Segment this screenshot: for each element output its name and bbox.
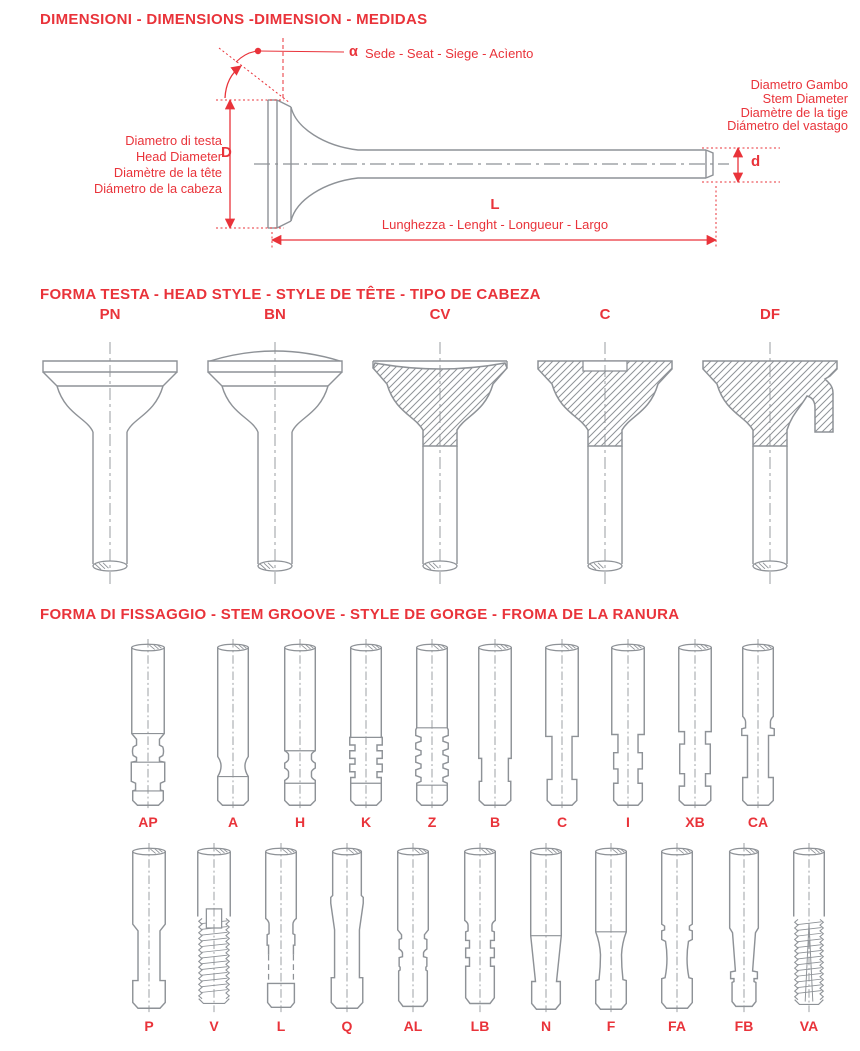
stem-groove-figure-LB: [448, 842, 512, 1034]
head-diameter-line-fr: Diamètre de la tête: [113, 165, 222, 180]
head-style-section-title: FORMA TESTA - HEAD STYLE - STYLE DE TÊTE - TIPO DE CABEZA: [40, 286, 541, 303]
stem-groove-label: B: [489, 814, 501, 830]
stem-groove-label: N: [540, 1018, 552, 1034]
head-diameter-symbol: D: [221, 144, 232, 161]
stem-groove-figure-VA: [777, 842, 841, 1034]
stem-diameter-line-es: Diámetro del vastago: [727, 118, 848, 134]
stem-groove-label: CA: [747, 814, 769, 830]
stem-groove-drawing: [400, 638, 464, 810]
head-style-figure-PN: [28, 306, 192, 596]
stem-groove-figure-Z: [400, 638, 464, 830]
head-style-label: BN: [264, 306, 286, 323]
stem-groove-label: LB: [470, 1018, 490, 1034]
stem-groove-label: FA: [668, 1018, 686, 1034]
stem-groove-figure-AP: [116, 638, 180, 830]
stem-groove-drawing: [448, 842, 512, 1014]
stem-groove-drawing: [334, 638, 398, 810]
stem-groove-drawing: [381, 842, 445, 1014]
head-style-label: C: [599, 306, 611, 323]
stem-groove-figure-I: [596, 638, 660, 830]
stem-groove-drawing: [663, 638, 727, 810]
head-diameter-line-es: Diámetro de la cabeza: [93, 181, 222, 196]
head-diameter-line-it: Diametro di testa: [125, 133, 222, 148]
seat-label: Sede - Seat - Siege - Acìento: [365, 46, 534, 61]
stem-groove-row-2: [0, 842, 860, 1047]
stem-groove-label: Q: [341, 1018, 353, 1034]
stem-groove-label: FB: [734, 1018, 754, 1034]
stem-groove-drawing: [712, 842, 776, 1014]
stem-groove-label: Z: [427, 814, 437, 830]
stem-groove-drawing: [726, 638, 790, 810]
stem-groove-label: VA: [799, 1018, 819, 1034]
stem-groove-drawing: [117, 842, 181, 1014]
stem-groove-label: P: [144, 1018, 154, 1034]
length-label: Lunghezza - Lenght - Longueur - Largo: [381, 217, 609, 232]
stem-groove-figure-FB: [712, 842, 776, 1034]
stem-groove-drawing: [530, 638, 594, 810]
head-style-drawing: [695, 328, 845, 596]
stem-groove-drawing: [596, 638, 660, 810]
head-style-figure-C: [523, 306, 687, 596]
stem-diameter-line-it: Diametro Gambo: [750, 77, 848, 92]
stem-groove-drawing: [579, 842, 643, 1014]
head-diameter-line-en: Head Diameter: [135, 149, 222, 164]
stem-groove-figure-N: [514, 842, 578, 1034]
stem-groove-drawing: [268, 638, 332, 810]
stem-groove-label: I: [626, 814, 630, 830]
stem-groove-figure-C: [530, 638, 594, 830]
stem-groove-section-title: FORMA DI FISSAGGIO - STEM GROOVE - STYLE DE GORGE - FROMA DE LA RANURA: [40, 606, 680, 623]
stem-groove-figure-A: [201, 638, 265, 830]
stem-groove-figure-XB: [663, 638, 727, 830]
length-symbol: L: [490, 196, 500, 213]
stem-groove-label: F: [606, 1018, 616, 1034]
head-style-figure-DF: [688, 306, 852, 596]
stem-groove-label: K: [360, 814, 372, 830]
alpha-angle-symbol: α: [349, 44, 358, 60]
stem-groove-label: AL: [403, 1018, 423, 1034]
stem-groove-drawing: [645, 842, 709, 1014]
head-style-row: [0, 306, 860, 606]
stem-groove-drawing: [116, 638, 180, 810]
dimensions-section-title: DIMENSIONI - DIMENSIONS -DIMENSION - MEDIDAS: [40, 11, 428, 28]
stem-groove-figure-P: [117, 842, 181, 1034]
stem-groove-label: C: [556, 814, 568, 830]
head-style-figure-CV: [358, 306, 522, 596]
stem-groove-figure-CA: [726, 638, 790, 830]
stem-diameter-line-fr: Diamètre de la tige: [740, 104, 848, 120]
head-style-label: PN: [99, 306, 121, 323]
head-style-label: DF: [760, 306, 780, 323]
stem-groove-figure-K: [334, 638, 398, 830]
stem-groove-label: L: [276, 1018, 286, 1034]
stem-groove-drawing: [463, 638, 527, 810]
stem-groove-figure-Q: [315, 842, 379, 1034]
stem-diameter-label: [727, 78, 848, 133]
stem-groove-figure-F: [579, 842, 643, 1034]
stem-groove-label: V: [209, 1018, 219, 1034]
head-diameter-label: [94, 133, 222, 197]
stem-groove-figure-B: [463, 638, 527, 830]
stem-groove-figure-AL: [381, 842, 445, 1034]
head-style-figure-BN: [193, 306, 357, 596]
head-style-drawing: [200, 328, 350, 596]
stem-groove-drawing: [201, 638, 265, 810]
stem-groove-label: XB: [685, 814, 705, 830]
stem-groove-figure-V: [182, 842, 246, 1034]
stem-groove-figure-L: [249, 842, 313, 1034]
head-style-label: CV: [429, 306, 451, 323]
stem-groove-row-1: [0, 638, 860, 838]
stem-groove-label: AP: [138, 814, 158, 830]
stem-groove-drawing: [315, 842, 379, 1014]
stem-groove-figure-H: [268, 638, 332, 830]
stem-groove-drawing: [249, 842, 313, 1014]
stem-diameter-line-en: Stem Diameter: [762, 90, 848, 106]
head-style-drawing: [365, 328, 515, 596]
stem-groove-label: A: [227, 814, 239, 830]
stem-groove-drawing: [182, 842, 246, 1014]
stem-groove-drawing: [777, 842, 841, 1014]
stem-groove-label: H: [294, 814, 306, 830]
head-style-drawing: [530, 328, 680, 596]
stem-diameter-symbol: d: [751, 153, 761, 170]
stem-groove-figure-FA: [645, 842, 709, 1034]
head-style-drawing: [35, 328, 185, 596]
stem-groove-drawing: [514, 842, 578, 1014]
